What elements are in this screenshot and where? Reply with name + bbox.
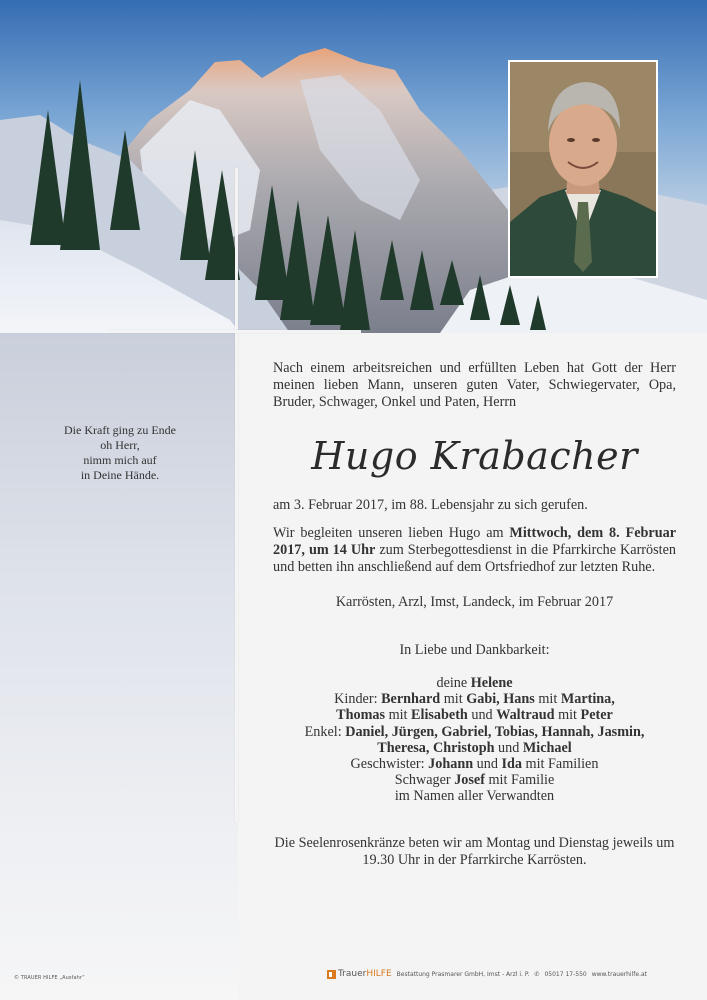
family-text: und [494, 739, 523, 756]
cross-vertical-bar [235, 168, 238, 823]
family-line-children-2 [273, 707, 676, 723]
footer-brand: Trauer [338, 969, 367, 979]
family-text: mit Familie [484, 772, 555, 789]
trauerhilfe-logo-icon [327, 970, 336, 979]
family-line-children [273, 691, 676, 707]
family-member: Johann [428, 756, 474, 773]
family-member: Elisabeth [411, 707, 468, 724]
family-text: mit [440, 691, 467, 708]
family-line-relatives: im Namen aller Verwandten [394, 788, 555, 805]
portrait-photo [508, 60, 658, 278]
verse-line: nimm mich auf [83, 453, 157, 467]
footer-company: Bestattung Prasmarer GmbH, Imst - Arzl i. P. [396, 970, 530, 978]
copyright-note: © TRAUER HILFE „Ausfahr“ [14, 975, 85, 981]
family-member: Bernhard [381, 691, 441, 708]
family-text: deine [436, 675, 471, 691]
footer-phone: 05017 17-550 [544, 970, 587, 978]
service-date-time: Mittwoch, dem 8. Februar 2017, um 14 Uhr [273, 525, 676, 558]
family-member: Martina, [560, 691, 615, 708]
deceased-name: Hugo Krabacher [311, 434, 638, 478]
family-text: mit [534, 691, 561, 708]
family-label: Geschwister: [350, 756, 429, 773]
family-member: Hans [503, 691, 535, 708]
family-member: Waltraud [496, 707, 555, 724]
family-member: Daniel, Jürgen, Gabriel, Tobias, Hannah, Jasmin, [345, 723, 645, 740]
service-text-part: zum Sterbegottesdienst in die Pfarrkirche Karrösten und betten ihn anschließend auf dem Ortsfriedhof zur letzten Ruhe. [273, 542, 676, 575]
family-member: Thomas [336, 707, 386, 724]
funeral-service-text [273, 525, 676, 576]
family-member: Josef [454, 772, 485, 789]
portrait-illustration [510, 62, 656, 276]
family-text: mit [554, 707, 581, 724]
family-line-brother-in-law [273, 772, 676, 788]
family-member: Theresa, Christoph [377, 739, 495, 756]
family-text: mit [385, 707, 412, 724]
gratitude-line: In Liebe und Dankbarkeit: [399, 642, 550, 658]
family-line-wife [273, 675, 676, 691]
cross-horizontal-bar [109, 330, 361, 333]
memorial-verse [20, 423, 220, 483]
family-text: und [467, 707, 497, 724]
verse-line: Die Kraft ging zu Ende [64, 423, 176, 437]
family-member: Michael [522, 739, 572, 756]
family-line-grandchildren [273, 724, 676, 740]
footer-bar [327, 968, 652, 980]
family-text: und [473, 756, 502, 773]
family-label: Schwager [394, 772, 455, 789]
family-member: Ida [501, 756, 522, 773]
verse-line: in Deine Hände. [80, 468, 160, 482]
death-notice-line: am 3. Februar 2017, im 88. Lebensjahr zu sich gerufen. [273, 497, 588, 513]
family-line-siblings [273, 756, 676, 772]
family-label: Enkel: [304, 723, 346, 740]
rosary-notice: Die Seelenrosenkränze beten wir am Montag und Dienstag jeweils um 19.30 Uhr in der Pfarrkirche Karrösten. [274, 835, 675, 868]
phone-icon: ✆ [534, 970, 540, 978]
place-date: Karrösten, Arzl, Imst, Landeck, im Februar 2017 [335, 594, 614, 610]
footer-brand-accent: HILFE [366, 969, 392, 979]
intro-text: Nach einem arbeitsreichen und erfüllten Leben hat Gott der Herr meinen lieben Mann, unseren guten Vater, Schwiegervater, Opa, Bruder, Schwager, Onkel und Paten, Herrn [273, 360, 676, 410]
footer-website[interactable]: www.trauerhilfe.at [591, 970, 648, 978]
verse-line: oh Herr, [100, 438, 140, 452]
service-text-part: Wir begleiten unseren lieben Hugo am [273, 525, 510, 541]
family-member: Helene [470, 675, 513, 691]
family-label: Kinder: [334, 691, 382, 708]
family-text: mit Familien [522, 756, 599, 773]
family-member: Gabi, [466, 691, 500, 708]
family-line-grandchildren-2 [273, 740, 676, 756]
family-list [273, 675, 676, 805]
family-member: Peter [580, 707, 613, 724]
